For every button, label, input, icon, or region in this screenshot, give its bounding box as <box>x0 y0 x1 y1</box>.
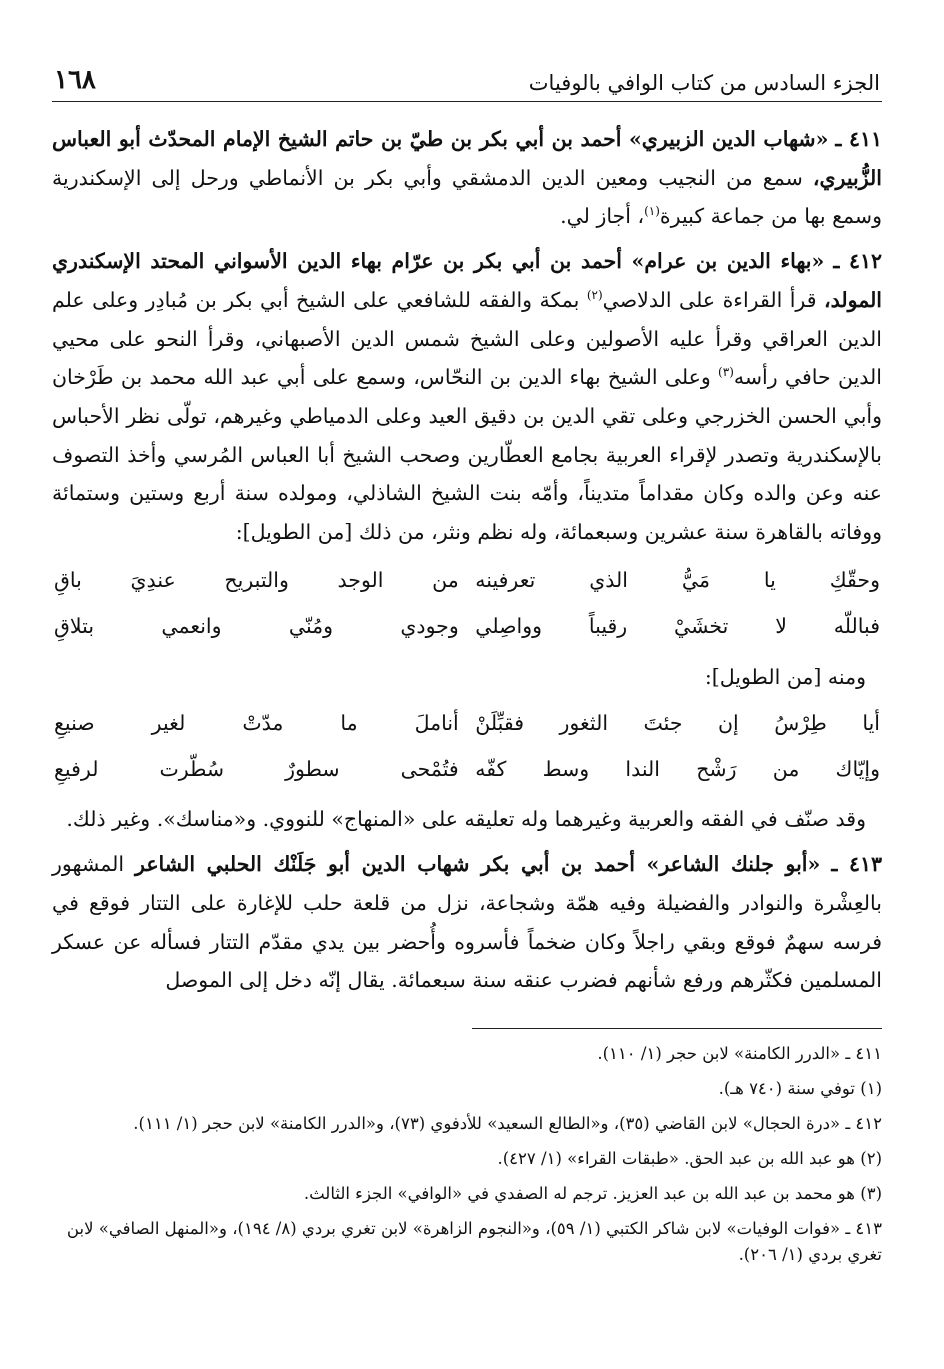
entry-413 <box>52 845 882 1000</box>
entry-411 <box>52 120 882 236</box>
hemistich-first: وإيّاك من رَشْح الندا وسط كفّه <box>475 757 880 782</box>
hemistich-second: فتُمْحى سطورٌ سُطّرت لرفيعِ <box>54 757 459 782</box>
entry-text: سمع من النجيب ومعين الدين الدمشقي وأبي بكر بن الأنماطي ورحل إلى الإسكندرية وسمع بها من جماعة كبيرة <box>52 165 882 229</box>
hemistich-first: أيا طِرْسُ إن جئتَ الثغور فقبِّلَنْ <box>475 711 880 736</box>
main-text <box>52 120 882 1000</box>
entry-heading: «شهاب الدين الزبيري» أحمد بن أبي بكر بن طيّ بن حاتم الشيخ الإمام المحدّث أبو العباس الزُّبيري، <box>52 127 882 190</box>
entry-text: وعلى الشيخ بهاء الدين بن النحّاس، وسمع على أبي عبد الله محمد بن طَرْخان وأبي الحسن الخزرجي وعلى تقي الدين بن دقيق العيد وعلى الدمياطي وغيرهم، تولّى نظر الأحباس بالإسكندرية وتصدر لإقراء العربية بجامع العطّارين وصحب الشيخ أبا العباس المُرسي وأخذ التصوف عنه وعن والده وكان مقداماً متديناً، وأمّه بنت الشيخ الشاذلي، ومولده سنة أربع وستين وستمائة ووفاته بالقاهرة سنة عشرين وسبعمائة، وله نظم ونثر، من ذلك [من الطويل]: <box>52 365 882 545</box>
verse-line <box>52 558 882 604</box>
footnote-separator <box>472 1028 882 1029</box>
entry-412-closing: وقد صنّف في الفقه والعربية وغيرهما وله تعليقه على «المنهاج» للنووي. و«مناسك». وغير ذلك. <box>66 807 866 832</box>
hemistich-first: فباللّه لا تخشَيْ رقيباً وواصِلي <box>475 614 880 639</box>
entry-number: ٤١٢ ـ <box>833 249 882 274</box>
footnote: ٤١٣ ـ «فوات الوفيات» لابن شاكر الكتبي (١/ ٥٩)، و«النجوم الزاهرة» لابن تغري بردي (٨/ ١٩٤)، و«المنهل الصافي» لابن تغري بردي (١/ ٢٠٦). <box>66 1218 882 1264</box>
footnote-ref: (٣) <box>718 365 734 380</box>
hemistich-second: أناملَ ما مدّتْ لغير صنيعِ <box>54 711 459 736</box>
hemistich-second: من الوجد والتبريح عندِيَ باقِ <box>54 568 459 593</box>
poem-intro: ومنه [من الطويل]: <box>704 664 866 689</box>
footnote: (٢) هو عبد الله بن عبد الحق. «طبقات القراء» (١/ ٤٢٧). <box>497 1148 882 1168</box>
footnote-ref: (٢) <box>586 287 603 302</box>
entry-number: ٤١١ ـ <box>835 127 882 151</box>
entry-text: المشهور بالعِشْرة والنوادر والفضيلة وفيه همّة وشجاعة، نزل من قلعة حلب للإغارة على التتار فوقع في فرسه سهمٌ فوقع وبقي راجلاً وكان ضخماً فأسروه وأُحضر بين يدي مقدّم التتار فسأله عن عسكر المسلمين فكثّرهم ورفع شأنهم فضرب عنقه سنة سبعمائة. يقال إنّه دخل إلى الموصل <box>52 852 882 993</box>
entry-heading: «بهاء الدين بن عرام» أحمد بن أبي بكر بن عرّام بهاء الدين الأسواني المحتد الإسكندري المولد، <box>52 249 883 312</box>
footnote: (١) توفي سنة (٧٤٠ هـ). <box>718 1078 882 1098</box>
entry-number: ٤١٣ ـ <box>831 852 882 877</box>
footnote: ٤١١ ـ «الدرر الكامنة» لابن حجر (١/ ١١٠). <box>597 1043 882 1063</box>
footnotes <box>52 1041 882 1268</box>
verse-line <box>52 604 882 650</box>
hemistich-first: وحقّكِ يا مَيُّ الذي تعرفينه <box>475 568 880 593</box>
entry-heading: «أبو جلنك الشاعر» أحمد بن أبي بكر شهاب الدين أبو جَلَنْك الحلبي الشاعر <box>135 852 821 877</box>
poem-1 <box>52 558 882 650</box>
verse-line <box>52 700 882 746</box>
poem-2 <box>52 700 882 792</box>
footnote-ref: (١) <box>644 204 660 219</box>
verse-line <box>52 746 882 792</box>
running-header <box>52 60 882 102</box>
entry-text-tail: ، أجاز لي. <box>560 204 645 229</box>
footnote: ٤١٢ ـ «درة الحجال» لابن القاضي (٣٥)، و«الطالع السعيد» للأدفوي (٧٣)، و«الدرر الكامنة» لابن حجر (١/ ١١١). <box>133 1113 882 1133</box>
entry-text: قرأ القراءة على الدلاصي <box>602 287 824 312</box>
hemistich-second: وجودي ومُنّي وانعمي بتلاقِ <box>54 614 459 639</box>
page-number: ١٦٨ <box>54 65 96 95</box>
entry-text: بمكة والفقه للشافعي على الشيخ أبي بكر بن مُبادِر وعلى علم الدين العراقي وقرأ عليه الأصولين وعلى الشيخ شمس الدين الأصبهاني، وقرأ النحو على محيي الدين حافي رأسه <box>52 287 882 390</box>
footnote: (٣) هو محمد بن عبد الله بن عبد العزيز. ترجم له الصفدي في «الوافي» الجزء الثالث. <box>303 1183 882 1203</box>
entry-412 <box>52 242 882 552</box>
book-page <box>52 60 882 1277</box>
running-title: الجزء السادس من كتاب الوافي بالوفيات <box>528 71 880 95</box>
